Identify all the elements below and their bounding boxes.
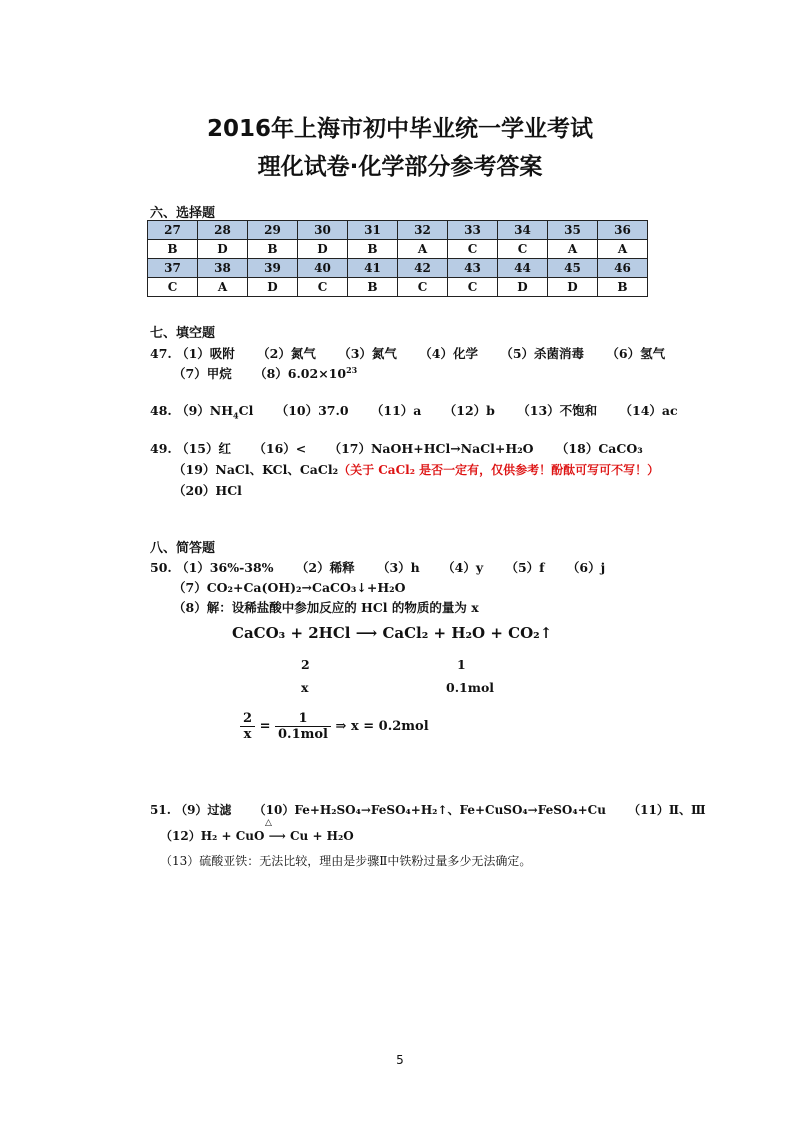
table-row	[148, 278, 648, 297]
question-number: 27	[148, 221, 198, 240]
q47-answer-6: （6）氢气	[606, 346, 666, 361]
fraction-right-numerator: 1	[275, 711, 331, 727]
section7-heading: 七、填空题	[150, 326, 216, 341]
question-number: 36	[598, 221, 648, 240]
q48-answer-11: （11）a	[370, 403, 422, 418]
q49-answer-16: （16）<	[253, 441, 307, 456]
q48-answer-9-suffix: Cl	[238, 403, 254, 418]
fraction-right	[275, 711, 331, 742]
q47-answer-2: （2）氮气	[257, 346, 316, 361]
q48-label: 48.	[150, 403, 172, 418]
q47-answer-4: （4）化学	[419, 346, 478, 361]
answer-cell: A	[598, 240, 648, 259]
table-row	[148, 240, 648, 259]
answer-cell: D	[248, 278, 298, 297]
ratio-right: 1	[457, 657, 466, 672]
q51-answer-13: （13）硫酸亚铁：无法比较，理由是步骤Ⅱ中铁粉过量多少无法确定。	[160, 854, 532, 868]
variable-left: x	[301, 680, 309, 695]
answer-cell: B	[598, 278, 648, 297]
heat-condition-icon: △	[265, 818, 272, 828]
table-row	[148, 259, 648, 278]
answer-cell: D	[298, 240, 348, 259]
q51-label: 51.	[150, 803, 171, 817]
question-number: 42	[398, 259, 448, 278]
q47-label: 47.	[150, 346, 172, 361]
q49-answer-17: （17）NaOH+HCl→NaCl+H₂O	[328, 441, 534, 456]
q51-answer-9: （9）过滤	[175, 803, 232, 817]
answer-cell: C	[148, 278, 198, 297]
question-number: 32	[398, 221, 448, 240]
question-number: 46	[598, 259, 648, 278]
question-number: 37	[148, 259, 198, 278]
q47-answer-8-exponent: 23	[346, 364, 358, 375]
q49-line1	[150, 439, 643, 457]
q51-answer-10: （10）Fe+H₂SO₄→FeSO₄+H₂↑、Fe+CuSO₄→FeSO₄+Cu	[253, 803, 606, 817]
section8-heading: 八、简答题	[150, 541, 216, 556]
q49-answer-18: （18）CaCO₃	[555, 441, 643, 456]
fraction-left	[240, 711, 255, 742]
answer-cell: D	[548, 278, 598, 297]
q47-answer-7: （7）甲烷	[173, 366, 232, 381]
q47-line2	[173, 364, 357, 382]
answer-cell: A	[548, 240, 598, 259]
answer-cell: C	[448, 240, 498, 259]
q51-line1	[150, 801, 706, 818]
q50-answer-5: （5）f	[505, 560, 545, 575]
answer-cell: A	[198, 278, 248, 297]
question-number: 41	[348, 259, 398, 278]
ratio-left: 2	[301, 657, 310, 672]
q50-answer-4: （4）y	[442, 560, 484, 575]
fraction-right-denominator: 0.1mol	[278, 727, 328, 742]
q48-answer-9: （9）NH	[176, 403, 234, 418]
q48-answer-12: （12）b	[443, 403, 495, 418]
proportion-result: ⇒ x = 0.2mol	[335, 719, 429, 734]
question-number: 28	[198, 221, 248, 240]
q50-answer-3: （3）h	[376, 560, 420, 575]
answer-cell: D	[498, 278, 548, 297]
answer-cell: C	[298, 278, 348, 297]
q49-answer-19: （19）NaCl、KCl、CaCl₂	[173, 462, 339, 477]
answer-cell: C	[498, 240, 548, 259]
question-number: 40	[298, 259, 348, 278]
q50-answer-7: （7）CO₂+Ca(OH)₂→CaCO₃↓+H₂O	[173, 580, 406, 595]
question-number: 39	[248, 259, 298, 278]
q48-answer-14: （14）ac	[619, 403, 678, 418]
q50-answer-2: （2）稀释	[295, 560, 355, 575]
q51-answer-11: （11）Ⅱ、Ⅲ	[628, 803, 706, 817]
title-line2: 理化试卷·化学部分参考答案	[257, 154, 543, 180]
proportion-equation: $\frac{2}{x}$ = $\frac{1}{\text{0.1mol}}$ ⇒ x = 0.2mol	[240, 711, 429, 742]
q48-answer-13: （13）不饱和	[517, 403, 598, 418]
q49-label: 49.	[150, 441, 172, 456]
answer-cell: B	[348, 240, 398, 259]
question-number: 29	[248, 221, 298, 240]
question-number: 33	[448, 221, 498, 240]
q50-answer-8: （8）解：设稀盐酸中参加反应的 HCl 的物质的量为 x	[173, 600, 479, 615]
question-number: 30	[298, 221, 348, 240]
q47-answer-1: （1）吸附	[176, 346, 235, 361]
answer-table	[147, 220, 648, 297]
q51-answer-12: （12）H₂ + CuO ⟶ Cu + H₂O	[160, 829, 354, 843]
fraction-left-numerator: 2	[240, 711, 255, 727]
q50-answer-1: （1）36%-38%	[176, 560, 274, 575]
q48-answer-10: （10）37.0	[275, 403, 349, 418]
question-number: 44	[498, 259, 548, 278]
page-number: 5	[396, 1053, 404, 1067]
q49-answer-20: （20）HCl	[173, 483, 242, 498]
question-number: 45	[548, 259, 598, 278]
answer-cell: C	[398, 278, 448, 297]
answer-cell: D	[198, 240, 248, 259]
q49-line2	[173, 460, 659, 478]
answer-cell: B	[348, 278, 398, 297]
fraction-left-denominator: x	[243, 727, 252, 742]
q50-line1	[150, 558, 605, 576]
question-number: 34	[498, 221, 548, 240]
q47-answer-3: （3）氮气	[338, 346, 397, 361]
answer-cell: A	[398, 240, 448, 259]
answer-cell: C	[448, 278, 498, 297]
q47-answer-8: （8）6.02×10	[254, 366, 347, 381]
question-number: 43	[448, 259, 498, 278]
q49-answer-15: （15）红	[176, 441, 232, 456]
question-number: 38	[198, 259, 248, 278]
answer-cell: B	[248, 240, 298, 259]
reaction-equation: CaCO₃ + 2HCl ⟶ CaCl₂ + H₂O + CO₂↑	[232, 624, 553, 642]
variable-right: 0.1mol	[446, 680, 495, 695]
q47-line1	[150, 344, 665, 362]
question-number: 31	[348, 221, 398, 240]
q51-line2	[160, 818, 354, 844]
table-row	[148, 221, 648, 240]
q48-line	[150, 401, 678, 421]
q49-answer-19-note: （关于 CaCl₂ 是否一定有，仅供参考！酚酞可写可不写！）	[338, 463, 660, 477]
section6-heading: 六、选择题	[150, 206, 216, 221]
q50-label: 50.	[150, 560, 172, 575]
q48-answer-9-sub: 4	[233, 410, 239, 421]
question-number: 35	[548, 221, 598, 240]
title-line1: 2016年上海市初中毕业统一学业考试	[206, 116, 593, 142]
q50-answer-6: （6）j	[566, 560, 606, 575]
q47-answer-5: （5）杀菌消毒	[500, 346, 585, 361]
answer-cell: B	[148, 240, 198, 259]
